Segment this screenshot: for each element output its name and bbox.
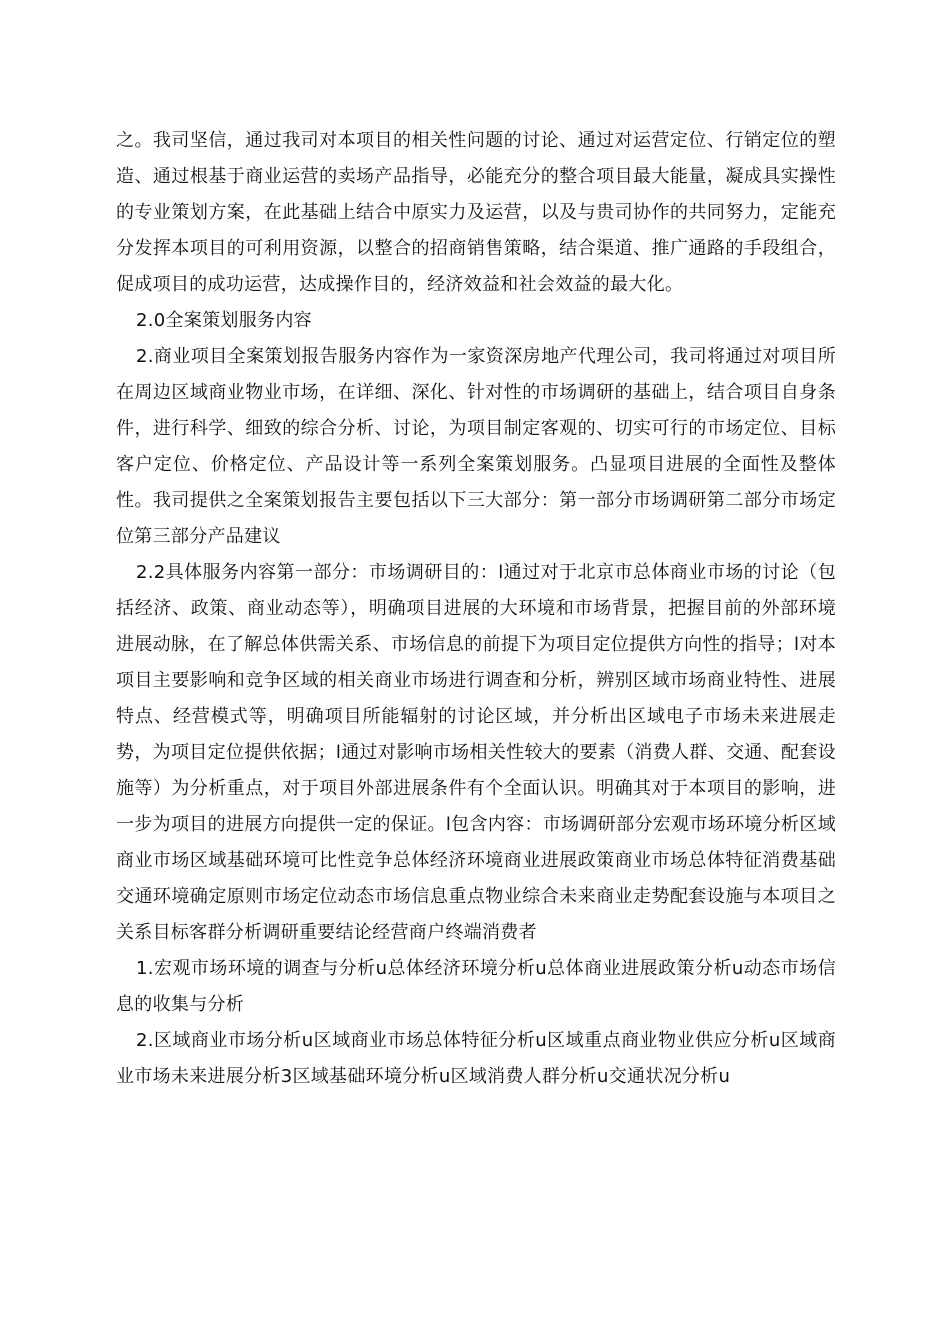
paragraph-market-research: 2.2具体服务内容第一部分：市场调研目的：l通过对于北京市总体商业市场的讨论（包括经济、政策、商业动态等），明确项目进展的大环境和市场背景，把握目前的外部环境进展动脉，在了解总体供需关系、市场信息的前提下为项目定位提供方向性的指导；l对本项目主要影响和竞争区域的相关商业市场进行调查和分析，辨别区域市场商业特性、进展特点、经营模式等，明确项目所能辐射的讨论区域，并分析出区域电子市场未来进展走势，为项目定位提供依据；l通过对影响市场相关性较大的要素（消费人群、交通、配套设施等）为分析重点，对于项目外部进展条件有个全面认识。明确其对于本项目的影响，进一步为项目的进展方向提供一定的保证。l包含内容：市场调研部分宏观市场环境分析区域商业市场区域基础环境可比性竞争总体经济环境商业进展政策商业市场总体特征消费基础交通环境确定原则市场定位动态市场信息重点物业综合未来商业走势配套设施与本项目之关系目标客群分析调研重要结论经营商户终端消费者 xyxy=(116,562,836,943)
list-item-macro-environment: 1.宏观市场环境的调查与分析u总体经济环境分析u总体商业进展政策分析u动态市场信息的收集与分析 xyxy=(116,958,836,1015)
paragraph-continuation: 之。我司坚信，通过我司对本项目的相关性问题的讨论、通过对运营定位、行销定位的塑造、通过根基于商业运营的卖场产品指导，必能充分的整合项目最大能量，凝成具实操性的专业策划方案，在此基础上结合中原实力及运营，以及与贵司协作的共同努力，定能充分发挥本项目的可利用资源，以整合的招商销售策略，结合渠道、推广通路的手段组合，促成项目的成功运营，达成操作目的，经济效益和社会效益的最大化。 xyxy=(116,130,836,295)
section-heading-2-0: 2.0全案策划服务内容 xyxy=(136,310,312,331)
paragraph-service-content: 2.商业项目全案策划报告服务内容作为一家资深房地产代理公司，我司将通过对项目所在周边区域商业物业市场，在详细、深化、针对性的市场调研的基础上，结合项目自身条件，进行科学、细致的综合分析、讨论，为项目制定客观的、切实可行的市场定位、目标客户定位、价格定位、产品设计等一系列全案策划服务。凸显项目进展的全面性及整体性。我司提供之全案策划报告主要包括以下三大部分：第一部分市场调研第二部分市场定位第三部分产品建议 xyxy=(116,346,836,547)
document-body xyxy=(116,123,836,1095)
list-item-regional-market: 2.区域商业市场分析u区域商业市场总体特征分析u区域重点商业物业供应分析u区域商业市场未来进展分析3区域基础环境分析u区域消费人群分析u交通状况分析u xyxy=(116,1030,836,1087)
